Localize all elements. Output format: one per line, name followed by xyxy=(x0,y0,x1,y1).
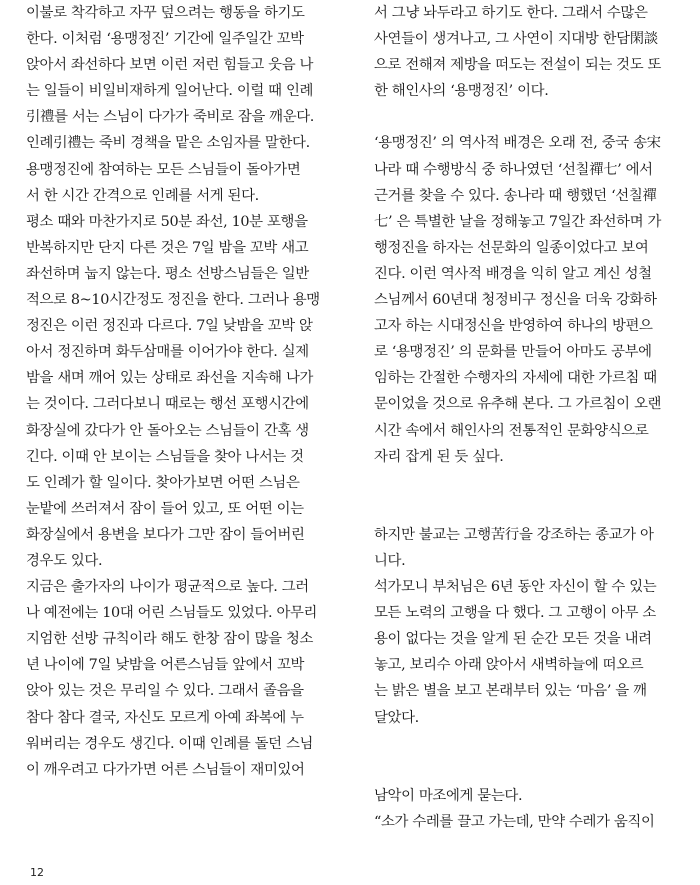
text-line: 한 해인사의 ‘용맹정진’ 이다. xyxy=(374,83,549,100)
text-line: 달았다. xyxy=(374,709,419,726)
text-line: 화장실에서 용변을 보다가 그만 잠이 들어버린 xyxy=(26,526,305,543)
text-line: 도 인례가 할 일이다. 찾아가보면 어떤 스님은 xyxy=(26,474,300,491)
text-line: 모든 노력의 고행을 다 했다. 그 고행이 아무 소 xyxy=(374,605,656,622)
text-line: 는 것이다. 그러다보니 때로는 행선 포행시간에 xyxy=(26,396,309,413)
text-line: 인례引禮는 죽비 경책을 맡은 소임자를 말한다. xyxy=(26,135,310,152)
text-line: 고자 하는 시대정신을 반영하여 하나의 방편으 xyxy=(374,318,653,335)
text-line: 이 깨우려고 다가가면 어른 스님들이 재미있어 xyxy=(26,761,305,778)
text-line: 적으로 8~10시간정도 정진을 한다. 그러나 용맹 xyxy=(26,292,320,309)
text-line: 서 한 시간 간격으로 인례를 서게 된다. xyxy=(26,187,259,204)
text-line: 용이 없다는 것을 알게 된 순간 모든 것을 내려 xyxy=(374,631,652,648)
paragraph-gap xyxy=(374,104,700,130)
text-line: 스님께서 60년대 청정비구 정신을 더욱 강화하 xyxy=(374,292,657,309)
text-line: 引禮를 서는 스님이 다가가 죽비로 잠을 깨운다. xyxy=(26,109,315,126)
text-line: 나 예전에는 10대 어린 스님들도 있었다. 아무리 xyxy=(26,605,318,622)
text-line: 시간 속에서 해인사의 전통적인 문화양식으로 xyxy=(374,422,649,439)
text-line: 지금은 출가자의 나이가 평균적으로 높다. 그러 xyxy=(26,579,309,596)
text-line: 정진은 이런 정진과 다르다. 7일 낮밤을 꼬박 앉 xyxy=(26,318,313,335)
left-text-column xyxy=(26,0,353,783)
page-number: 12 xyxy=(30,866,44,879)
text-line: 경우도 있다. xyxy=(26,552,103,569)
text-line: 으로 전해져 제방을 떠도는 전설이 되는 것도 또 xyxy=(374,57,662,74)
text-line: 자리 잡게 된 듯 싶다. xyxy=(374,448,504,465)
text-line: 지엄한 선방 규칙이라 해도 한창 잠이 많을 청소 xyxy=(26,631,314,648)
text-line: 임하는 간절한 수행자의 자세에 대한 가르침 때 xyxy=(374,370,657,387)
text-line: 앉아서 좌선하다 보면 이런 저런 힘들고 웃음 나 xyxy=(26,57,314,74)
text-line: 로 ‘용맹정진’ 의 문화를 만들어 아마도 공부에 xyxy=(374,344,652,361)
paragraph-gap xyxy=(374,470,700,496)
text-line: 놓고, 보리수 아래 앉아서 새벽하늘에 떠오르 xyxy=(374,657,644,674)
text-line: 년 나이에 7일 낮밤을 어른스님들 앞에서 꼬박 xyxy=(26,657,305,674)
text-line: 나라 때 수행방식 중 하나였던 ‘선칠禪七’ 에서 xyxy=(374,161,653,178)
text-line: 평소 때와 마찬가지로 50분 좌선, 10분 포행을 xyxy=(26,213,308,230)
text-line: 앉아 있는 것은 무리일 수 있다. 그래서 졸음을 xyxy=(26,683,304,700)
text-line: 석가모니 부처님은 6년 동안 자신이 할 수 있는 xyxy=(374,579,657,596)
text-line: 남악이 마조에게 묻는다. xyxy=(374,787,523,804)
text-line: 좌선하며 눕지 않는다. 평소 선방스님들은 일반 xyxy=(26,265,309,282)
text-line: ‘용맹정진’ 의 역사적 배경은 오래 전, 중국 송宋 xyxy=(374,135,661,152)
text-line: 근거를 찾을 수 있다. 송나라 때 행했던 ‘선칠禪 xyxy=(374,187,657,204)
text-line: 서 그냥 놔두라고 하기도 한다. 그래서 수많은 xyxy=(374,5,648,21)
text-line: 七’ 은 특별한 날을 정해놓고 7일간 좌선하며 가 xyxy=(374,213,662,230)
text-line: 아서 정진하며 화두삼매를 이어가야 한다. 실제 xyxy=(26,344,309,361)
text-line: 이불로 착각하고 자꾸 덮으려는 행동을 하기도 xyxy=(26,5,305,21)
text-line: 긴다. 이때 안 보이는 스님들을 찾아 나서는 것 xyxy=(26,448,304,465)
text-line: 진다. 이런 역사적 배경을 익히 알고 계신 성철 xyxy=(374,265,652,282)
text-line: 워버리는 경우도 생긴다. 이때 인례를 돌던 스님 xyxy=(26,735,314,752)
right-text-column xyxy=(374,0,700,835)
text-line: 니다. xyxy=(374,552,406,569)
text-line: 는 밝은 별을 보고 본래부터 있는 ‘마음’ 을 깨 xyxy=(374,683,647,700)
text-line: 문이었을 것으로 유추해 본다. 그 가르침이 오랜 xyxy=(374,396,662,413)
text-line: 밤을 새며 깨어 있는 상태로 좌선을 지속해 나가 xyxy=(26,370,314,387)
text-line: 행정진을 하자는 선문화의 일종이었다고 보여 xyxy=(374,239,649,256)
paragraph-gap xyxy=(374,731,700,757)
paragraph-gap xyxy=(374,496,700,522)
text-line: 참다 참다 결국, 자신도 모르게 아예 좌복에 누 xyxy=(26,709,304,726)
text-line: 한다. 이처럼 ‘용맹정진’ 기간에 일주일간 꼬박 xyxy=(26,31,304,48)
text-line: 눈밭에 쓰러져서 잠이 들어 있고, 또 어떤 이는 xyxy=(26,500,304,517)
text-line: 는 일들이 비일비재하게 일어난다. 이럴 때 인례 xyxy=(26,83,314,100)
text-line: 반복하지만 단지 다른 것은 7일 밤을 꼬박 새고 xyxy=(26,239,309,256)
text-line: 사연들이 생겨나고, 그 사연이 지대방 한담閑談 xyxy=(374,31,658,48)
paragraph-gap xyxy=(374,757,700,783)
text-line: 용맹정진에 참여하는 모든 스님들이 돌아가면 xyxy=(26,161,301,178)
text-line: 화장실에 갔다가 안 돌아오는 스님들이 간혹 생 xyxy=(26,422,309,439)
text-line: 하지만 불교는 고행苦行을 강조하는 종교가 아 xyxy=(374,526,654,543)
text-line: “소가 수레를 끌고 가는데, 만약 수레가 움직이 xyxy=(374,813,655,830)
